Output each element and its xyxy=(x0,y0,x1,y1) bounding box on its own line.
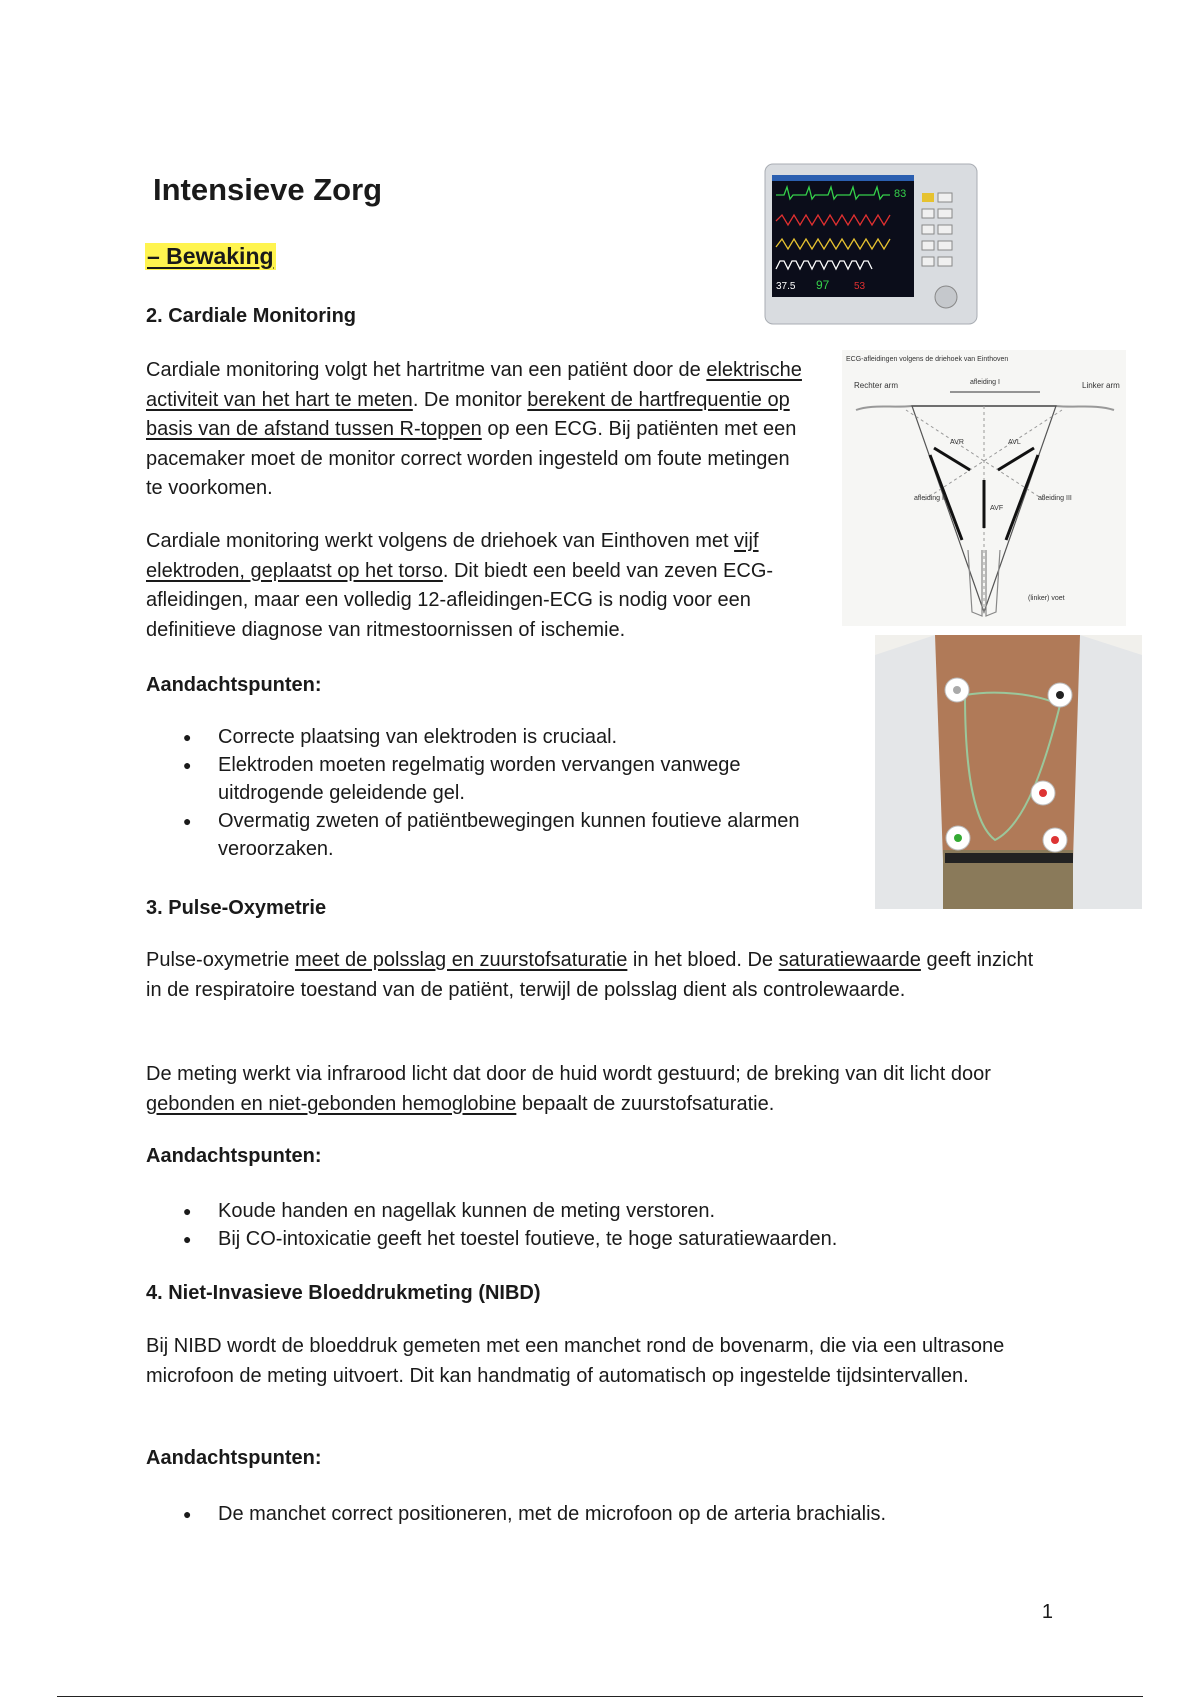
nibd-heading: 4. Niet-Invasieve Bloeddrukmeting (NIBD) xyxy=(146,1282,541,1304)
pulse-paragraph-2: De meting werkt via infrarood licht dat door de huid wordt gestuurd; de breking van dit licht door gebonden en niet-gebonden hemoglobine bepaalt de zuurstofsaturatie. xyxy=(146,1063,991,1115)
section-heading: – Bewaking xyxy=(147,243,274,269)
cardiac-bullet-list xyxy=(146,723,826,863)
cardiac-paragraph-1: Cardiale monitoring volgt het hartritme van een patiënt door de elektrische activiteit van het hart te meten. De monitor berekent de hartfrequentie op basis van de afstand tussen R-toppen op een ECG. Bij patiënten met een pacemaker moet de monitor correct worden ingesteld om foute metingen te voorkomen. xyxy=(146,359,802,499)
pulse-bullet-list xyxy=(146,1197,1086,1253)
pulse-heading: 3. Pulse-Oxymetrie xyxy=(146,897,327,919)
monitor-temp: 37.5 xyxy=(776,281,796,292)
svg-text:Linker arm: Linker arm xyxy=(1082,381,1120,390)
svg-text:ECG-afleidingen volgens de dri: ECG-afleidingen volgens de driehoek van Einthoven xyxy=(846,356,1009,363)
list-item: ● Elektroden moeten regelmatig worden vervangen vanwege uitdrogende geleidende gel. xyxy=(146,751,826,807)
svg-text:AVR: AVR xyxy=(950,439,964,446)
patient-monitor-image xyxy=(764,163,978,325)
monitor-hr: 83 xyxy=(894,188,907,200)
pulse-attention-heading: Aandachtspunten: xyxy=(146,1145,322,1167)
pulse-paragraph-1: Pulse-oxymetrie meet de polsslag en zuurstofsaturatie in het bloed. De saturatiewaarde geeft inzicht in de respiratoire toestand van de patiënt, terwijl de polsslag dient als controlewaarde. xyxy=(146,949,1034,1001)
list-item: ● Correcte plaatsing van elektroden is cruciaal. xyxy=(146,723,826,751)
svg-text:Rechter arm: Rechter arm xyxy=(854,381,899,390)
svg-text:afleiding II: afleiding II xyxy=(914,495,946,502)
electrode-placement-photo xyxy=(875,635,1142,909)
cardiac-heading: 2. Cardiale Monitoring xyxy=(146,305,357,327)
cardiac-attention-heading: Aandachtspunten: xyxy=(146,674,322,696)
svg-text:afleiding I: afleiding I xyxy=(970,379,1000,386)
einthoven-diagram xyxy=(842,350,1126,626)
page-number: 1 xyxy=(1041,1601,1053,1623)
nibd-paragraph: Bij NIBD wordt de bloeddruk gemeten met een manchet rond de bovenarm, die via een ultrasone microfoon de meting uitvoert. Dit kan handmatig of automatisch op ingestelde tijdsintervallen. xyxy=(146,1335,1005,1387)
list-item: ● De manchet correct positioneren, met de microfoon op de arteria brachialis. xyxy=(146,1500,1086,1528)
page-title: Intensieve Zorg xyxy=(153,172,383,207)
cardiac-paragraph-2: Cardiale monitoring werkt volgens de driehoek van Einthoven met vijf elektroden, geplaatst op het torso. Dit biedt een beeld van zeven ECG-afleidingen, maar een volledig 12-afleidingen-ECG is nodig voor een definitieve diagnose van ritmestoornissen of ischemie. xyxy=(146,530,774,641)
list-item: ● Bij CO-intoxicatie geeft het toestel foutieve, te hoge saturatiewaarden. xyxy=(146,1225,1086,1253)
svg-text:(linker) voet: (linker) voet xyxy=(1028,595,1065,602)
monitor-spo2: 97 xyxy=(816,278,830,292)
svg-text:afleiding III: afleiding III xyxy=(1038,495,1072,502)
svg-text:AVF: AVF xyxy=(990,505,1004,512)
monitor-nibp: 53 xyxy=(854,281,866,292)
svg-text:AVL: AVL xyxy=(1008,439,1021,446)
list-item: ● Overmatig zweten of patiëntbewegingen kunnen foutieve alarmen veroorzaken. xyxy=(146,807,826,863)
nibd-bullet-list xyxy=(146,1500,1086,1528)
footer-rule xyxy=(57,1696,1143,1697)
list-item: ● Koude handen en nagellak kunnen de meting verstoren. xyxy=(146,1197,1086,1225)
nibd-attention-heading: Aandachtspunten: xyxy=(146,1447,322,1469)
